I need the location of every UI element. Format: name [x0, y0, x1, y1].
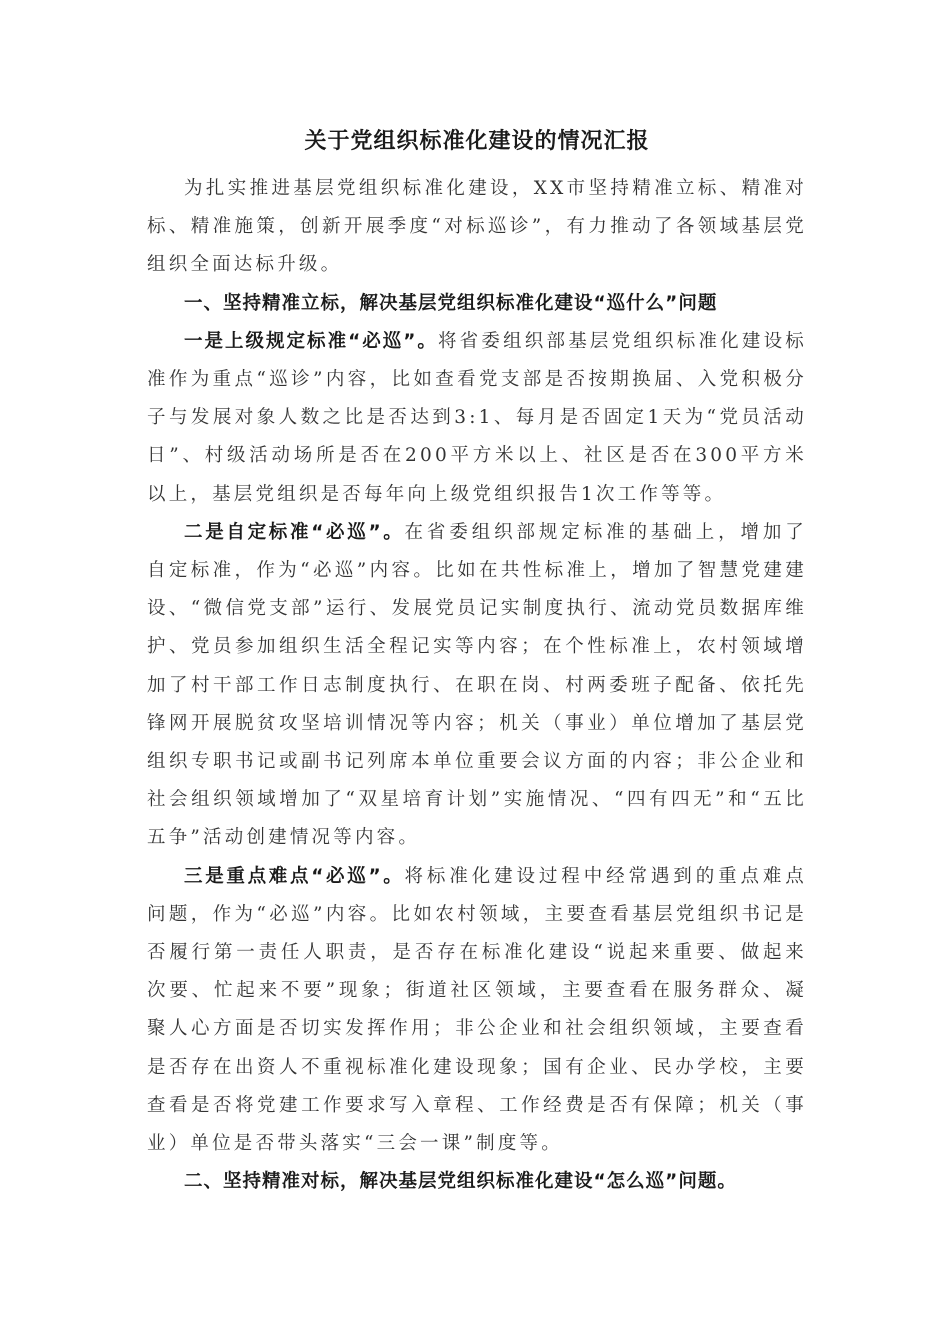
- item-lead-1: 一是上级规定标准“必巡”。: [184, 330, 438, 352]
- item-text-2: 在省委组织部规定标准的基础上，增加了自定标准，作为“必巡”内容。比如在共性标准上，增加了智慧党建建设、“微信党支部”运行、发展党员记实制度执行、流动党员数据库维护、党员参加组织生活全程记实等内容；在个性标准上，农村领域增加了村干部工作日志制度执行、在职在岗、村两委班子配备、依托先锋网开展脱贫攻坚培训情况等内容；机关（事业）单位增加了基层党组织专职书记或副书记列席本单位重要会议方面的内容；非公企业和社会组织领域增加了“双星培育计划”实施情况、“四有四无”和“五比五争”活动创建情况等内容。: [147, 521, 807, 849]
- item-paragraph-2: [147, 514, 807, 858]
- item-text-3: 将标准化建设过程中经常遇到的重点难点问题，作为“必巡”内容。比如农村领域，主要查看基层党组织书记是否履行第一责任人职责，是否存在标准化建设“说起来重要、做起来次要、忙起来不要”现象；街道社区领域，主要查看在服务群众、凝聚人心方面是否切实发挥作用；非公企业和社会组织领域，主要查看是否存在出资人不重视标准化建设现象；国有企业、民办学校，主要查看是否将党建工作要求写入章程、工作经费是否有保障；机关（事业）单位是否带头落实“三会一课”制度等。: [147, 865, 807, 1155]
- item-paragraph-3: [147, 858, 807, 1164]
- section-heading-1: 一、坚持精准立标，解决基层党组织标准化建设“巡什么”问题: [184, 292, 718, 314]
- section-heading-2: 二、坚持精准对标，解决基层党组织标准化建设“怎么巡”问题。: [184, 1171, 737, 1193]
- item-lead-3: 三是重点难点“必巡”。: [184, 865, 405, 887]
- item-paragraph-1: [147, 323, 807, 514]
- item-text-1: 将省委组织部基层党组织标准化建设标准作为重点“巡诊”内容，比如查看党支部是否按期换届、入党积极分子与发展对象人数之比是否达到3:1、每月是否固定1天为“党员活动日”、村级活动场所是否在200平方米以上、社区是否在300平方米以上，基层党组织是否每年向上级党组织报告1次工作等等。: [147, 330, 807, 505]
- item-lead-2: 二是自定标准“必巡”。: [184, 521, 405, 543]
- document-page: [147, 122, 807, 1201]
- intro-paragraph: 为扎实推进基层党组织标准化建设，XX市坚持精准立标、精准对标、精准施策，创新开展季度“对标巡诊”，有力推动了各领域基层党组织全面达标升级。: [147, 178, 807, 276]
- document-title: 关于党组织标准化建设的情况汇报: [304, 129, 650, 154]
